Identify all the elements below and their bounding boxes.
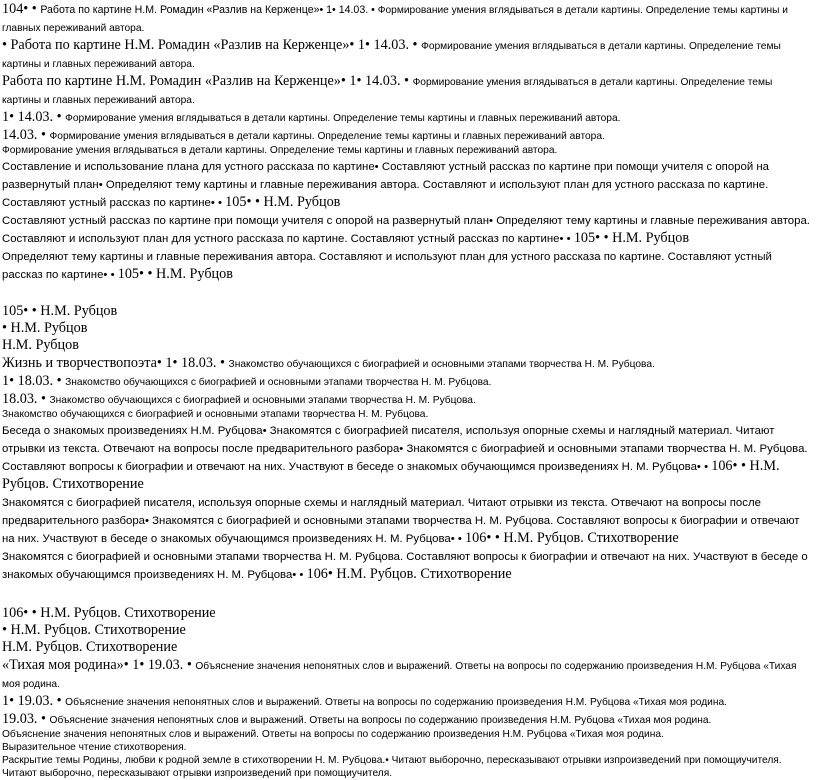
b2-line-4-big: Жизнь и творчествопоэта• 1• 18.03. • bbox=[2, 355, 229, 371]
b2-line-9-big: 106• • Н.М. Рубцов. Стихотворение bbox=[465, 530, 679, 546]
b2-line-5-big: 1• 18.03. • bbox=[2, 373, 66, 389]
line-7 bbox=[2, 157, 814, 211]
line-1-tail: Формирование умения вглядываться в детали картины. Определение темы картины и главных переживаний автора. bbox=[2, 5, 788, 34]
line-2-big: • Работа по картине Н.М. Ромадин «Разлив на Керженце»• 1• 14.03. • bbox=[2, 37, 422, 53]
b3-line-5 bbox=[2, 692, 814, 710]
line-4-tail: Формирование умения вглядываться в детали картины. Определение темы картины и главных переживаний автора. bbox=[65, 113, 621, 124]
b2-line-9 bbox=[2, 493, 814, 547]
line-1-big: 104• • bbox=[2, 1, 41, 17]
b2-line-3: Н.М. Рубцов bbox=[2, 337, 79, 353]
line-3-big: Работа по картине Н.М. Ромадин «Разлив на Керженце»• 1• 14.03. • bbox=[2, 73, 413, 89]
b2-line-7: Знакомство обучающихся с биографией и основными этапами творчества Н. М. Рубцова. bbox=[2, 409, 429, 420]
b3-line-5-small: Объяснение значения непонятных слов и выражений. Ответы на вопросы по содержанию произведения Н.М. Рубцова «Тихая моя родина. bbox=[65, 697, 727, 708]
b3-line-9: Раскрытие темы Родины, любви к родной земле в стихотворении Н. М. Рубцова.• Читают выборочно, пересказывают отрывки изпроизведений при помощиучителя. bbox=[2, 755, 782, 766]
b2-line-1: 105• • Н.М. Рубцов bbox=[2, 303, 118, 319]
line-5-big: 14.03. • bbox=[2, 127, 50, 143]
line-4-big: 1• 14.03. • bbox=[2, 109, 66, 125]
b2-line-9-text: Знакомятся с биографией писателя, используя опорные схемы и наглядный материал. Читают отрывки из текста. Отвечают на вопросы после предварительного разбора• Знакомятся с биографией и основными этапами творчества Н. М. Рубцова. Составляют вопросы к биографии и отвечают на них. Участвуют в беседе о знакомых обучающимся произведениях Н. М. Рубцова• • bbox=[2, 497, 800, 545]
b3-line-6-big: 19.03. • bbox=[2, 711, 50, 727]
b3-line-8: Выразительное чтение стихотворения. bbox=[2, 742, 187, 753]
b2-line-4 bbox=[2, 354, 814, 372]
b2-line-5 bbox=[2, 372, 814, 390]
b2-line-8 bbox=[2, 421, 814, 493]
b3-line-7: Объяснение значения непонятных слов и выражений. Ответы на вопросы по содержанию произведения Н.М. Рубцова «Тихая моя родина. bbox=[2, 729, 664, 740]
line-4 bbox=[2, 108, 814, 126]
line-5-tail: Формирование умения вглядываться в детали картины. Определение темы картины и главных переживаний автора. bbox=[49, 131, 605, 142]
line-2 bbox=[2, 36, 814, 72]
b3-line-1: 106• • Н.М. Рубцов. Стихотворение bbox=[2, 605, 216, 621]
spacer-1 bbox=[2, 283, 814, 303]
b2-line-6-big: 18.03. • bbox=[2, 391, 50, 407]
b3-line-2: • Н.М. Рубцов. Стихотворение bbox=[2, 622, 186, 638]
line-7-big: 105• • Н.М. Рубцов bbox=[225, 194, 341, 210]
b3-line-5-big: 1• 19.03. • bbox=[2, 693, 66, 709]
b3-line-4-big: «Тихая моя родина»• 1• 19.03. • bbox=[2, 657, 196, 673]
spacer-2 bbox=[2, 583, 814, 605]
line-5 bbox=[2, 126, 814, 144]
line-8 bbox=[2, 211, 814, 247]
b2-line-8-big: 106• • Н.М. Рубцов. Стихотворение bbox=[2, 458, 780, 492]
line-9-text: Определяют тему картины и главные переживания автора. Составляют и используют план для устного рассказа по картине. Составляют устный рассказ по картине• • bbox=[2, 251, 772, 281]
line-2-tail: Формирование умения вглядываться в детали картины. Определение темы картины и главных переживаний автора. bbox=[2, 41, 781, 70]
line-3-tail: Формирование умения вглядываться в детали картины. Определение темы картины и главных переживаний автора. bbox=[2, 77, 773, 106]
line-1-mid: Работа по картине Н.М. Ромадин «Разлив на Керженце»• 1• 14.03. • bbox=[40, 4, 378, 16]
line-7-text: Составление и использование плана для устного рассказа по картине• Составляют устный рассказ по картине при помощи учителя с опорой на развернутый план• Определяют тему картины и главные переживания автора. Составляют и используют план для устного рассказа по картине. Составляют устный рассказ по картине• • bbox=[2, 161, 769, 209]
line-1 bbox=[2, 0, 814, 36]
line-9-big: 105• • Н.М. Рубцов bbox=[117, 266, 233, 282]
b2-line-10-big: 106• Н.М. Рубцов. Стихотворение bbox=[306, 566, 512, 582]
line-8-text: Составляют устный рассказ по картине при помощи учителя с опорой на развернутый план• Определяют тему картины и главные переживания автора. Составляют и используют план для устного рассказа по картине. Составляют устный рассказ по картине• • bbox=[2, 215, 810, 245]
b3-line-6-small: Объяснение значения непонятных слов и выражений. Ответы на вопросы по содержанию произведения Н.М. Рубцова «Тихая моя родина. bbox=[49, 715, 712, 726]
line-3 bbox=[2, 72, 814, 108]
line-6: Формирование умения вглядываться в детали картины. Определение темы картины и главных переживаний автора. bbox=[2, 145, 558, 156]
line-8-big: 105• • Н.М. Рубцов bbox=[573, 230, 690, 246]
b2-line-4-small: Знакомство обучающихся с биографией и основными этапами творчества Н. М. Рубцова. bbox=[228, 359, 655, 370]
b3-line-3: Н.М. Рубцов. Стихотворение bbox=[2, 639, 178, 655]
b2-line-8-text: Беседа о знакомых произведениях Н.М. Рубцова• Знакомятся с биографией писателя, используя опорные схемы и наглядный материал. Читают отрывки из текста. Отвечают на вопросы после предварительного разбора• Знакомятся с биографией и основными этапами творчества Н. М. Рубцова. Составляют вопросы к биографии и отвечают на них. Участвуют в беседе о знакомых обучающимся произведениях Н. М. Рубцова• • bbox=[2, 425, 808, 473]
b2-line-6-small: Знакомство обучающихся с биографией и основными этапами творчества Н. М. Рубцова. bbox=[49, 395, 476, 406]
b2-line-10-text: Знакомятся с биографией и основными этапами творчества Н. М. Рубцова. Составляют вопросы к биографии и отвечают на них. Участвуют в беседе о знакомых обучающимся произведениях Н. М. Рубцова• • bbox=[2, 551, 808, 581]
b3-line-4-small: Объяснение значения непонятных слов и выражений. Ответы на вопросы по содержанию произведения Н.М. Рубцова «Тихая моя родина. bbox=[2, 661, 797, 690]
b3-line-10: Читают выборочно, пересказывают отрывки изпроизведений при помощиучителя. bbox=[2, 768, 393, 779]
b2-line-6 bbox=[2, 390, 814, 408]
b2-line-10 bbox=[2, 547, 814, 583]
b2-line-2: • Н.М. Рубцов bbox=[2, 320, 88, 336]
b2-line-5-small: Знакомство обучающихся с биографией и основными этапами творчества Н. М. Рубцова. bbox=[65, 377, 492, 388]
b3-line-4 bbox=[2, 656, 814, 692]
line-9 bbox=[2, 247, 814, 283]
b3-line-6 bbox=[2, 710, 814, 728]
